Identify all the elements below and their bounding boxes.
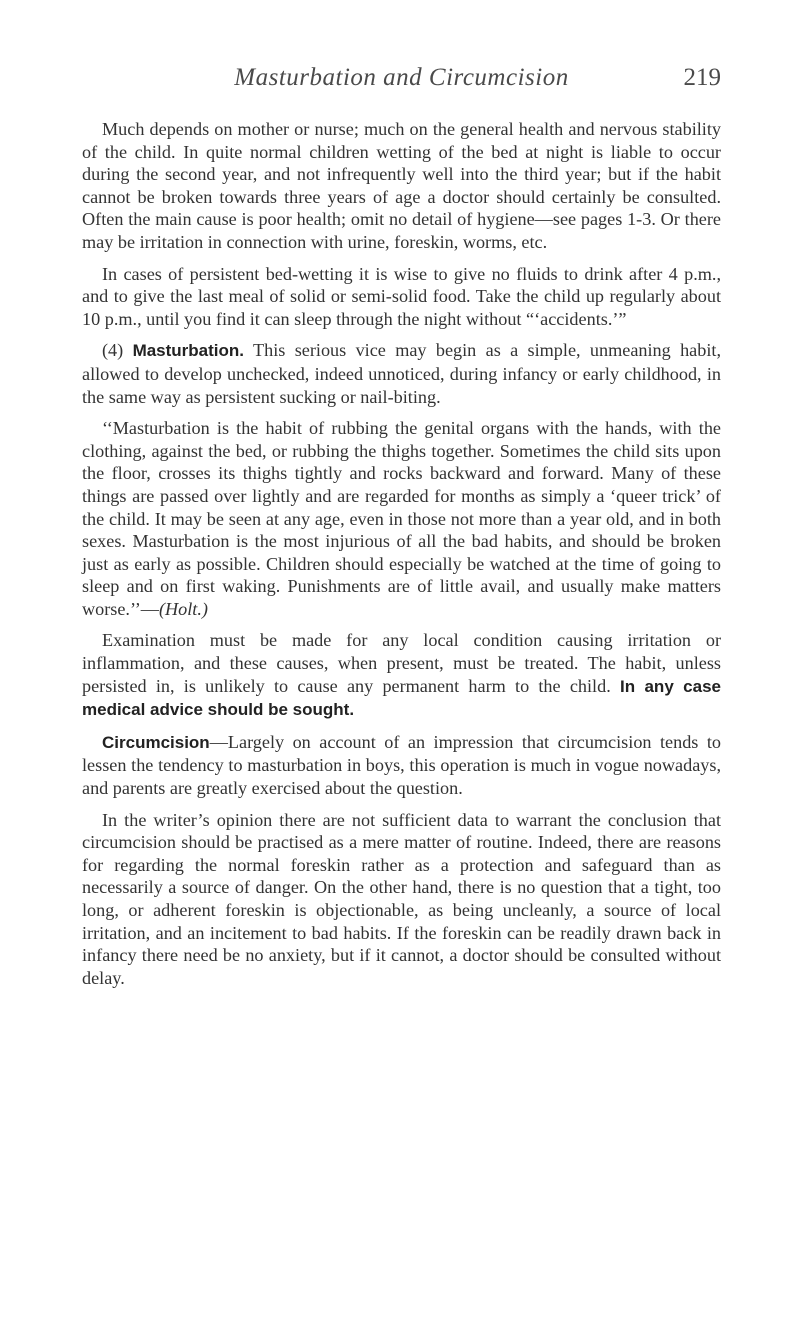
paragraph-general-health: Much depends on mother or nurse; much on the general health and nervous stability of the child. In quite normal children wetting of the bed at night is liable to occur during the second year, and not infrequently well into the third year; but if the habit cannot be broken towards three years of age a doctor should certainly be consulted. Often the main cause is poor health; omit no detail of hygiene—see pages 1-3. Or there may be irritation in connection with urine, foreskin, worms, etc.: [82, 119, 721, 252]
page-number: 219: [683, 64, 721, 91]
body-text: [82, 118, 721, 989]
paragraph-writer-opinion: In the writer’s opinion there are not sufficient data to warrant the conclusion that circumcision should be practised as a mere matter of routine. Indeed, there are reasons for regarding the normal foreskin rather as a protection and safeguard than as necessarily a source of danger. On the other hand, there is no question that a tight, too long, or adherent foreskin is objectionable, as being uncleanly, a source of local irritation, and an incitement to bad habits. If the foreskin can be readily drawn back in infancy there need be no anxiety, but if it cannot, a doctor should be consulted without delay.: [82, 809, 721, 988]
section-heading-circumcision: Circumcision: [102, 732, 210, 752]
paragraph-holt-quote: [82, 417, 721, 620]
paragraph-circumcision-text: —Largely on account of an impression that circumcision tends to lessen the tendency to masturbation in boys, this operation is much in vogue nowadays, and parents are greatly exercised about the question.: [82, 731, 721, 799]
paragraph-examination: [82, 629, 721, 721]
paragraph-masturbation-text: This serious vice may begin as a simple, unmeaning habit, allowed to develop unchecked, indeed unnoticed, during infancy or early childhood, in the same way as persistent sucking or nail-biting.: [82, 340, 721, 407]
paragraph-circumcision: [82, 731, 721, 800]
holt-citation: (Holt.): [158, 598, 208, 619]
section-heading-masturbation: Masturbation.: [132, 341, 245, 361]
paragraph-examination-text: Examination must be made for any local condition causing irritation or inflammation, and these causes, when present, must be treated. The habit, unless persisted in, is unlikely to cause any permanent harm to the child.: [82, 630, 721, 696]
holt-quote-text: ‘‘Masturbation is the habit of rubbing the genital organs with the hands, with the clothing, against the bed, or rubbing the thighs together. Sometimes the child sits upon the floor, crosses its thighs tightly and rocks backward and forward. Many of these things are passed over lightly and are regarded for months as simply a ‘queer trick’ of the child. It may be seen at any age, even in those not more than a year old, and in both sexes. Masturbation is the most injurious of all the bad habits, and should be broken just as early as possible. Children should especially be watched at the time of going to sleep and on first waking. Punishments are of little avail, and usually make matters worse.’’—: [82, 418, 721, 619]
paragraph-bed-wetting: In cases of persistent bed-wetting it is wise to give no fluids to drink after 4 p.m., and to give the last meal of solid or semi-solid food. Take the child up regularly about 10 p.m., until you find it can sleep through the night without “‘accidents.’”: [82, 263, 721, 329]
paragraph-masturbation: [82, 339, 721, 408]
section-number: (4): [102, 340, 133, 361]
running-title: Masturbation and Circumcision: [234, 64, 569, 91]
medical-advice-emphasis: In any case medical advice should be sought.: [82, 676, 721, 720]
running-head: [82, 64, 721, 104]
